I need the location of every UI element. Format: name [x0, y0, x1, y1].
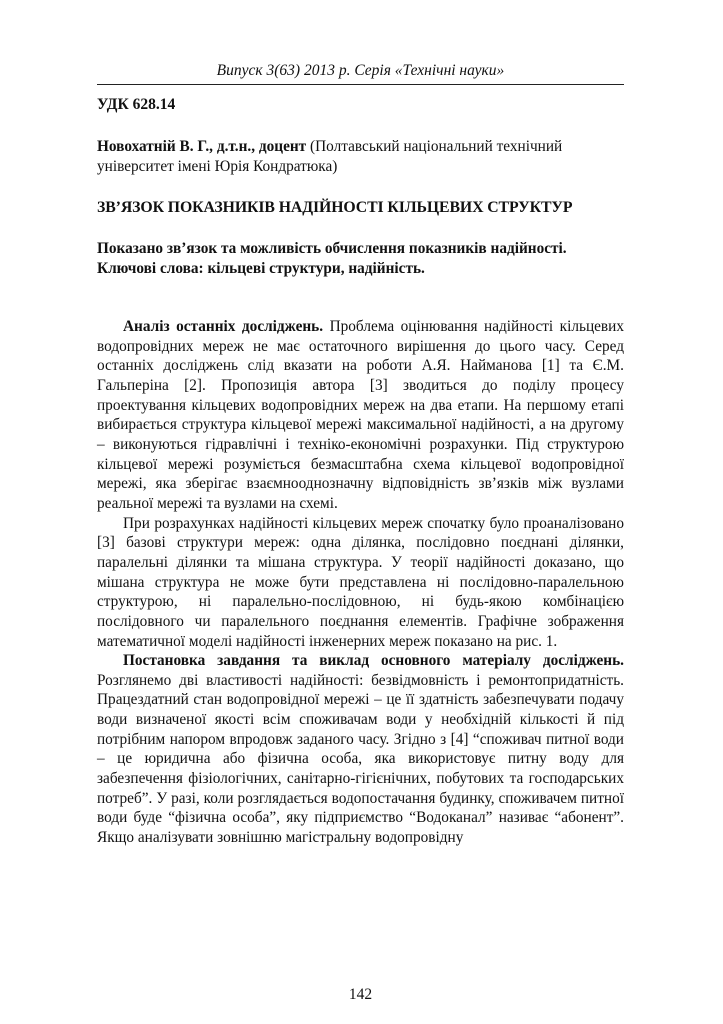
page-number: 142: [348, 986, 373, 1003]
udk-code: УДК 628.14: [97, 96, 176, 113]
paragraph-lead: Постановка завдання та виклад основного матеріалу досліджень.: [123, 652, 624, 670]
abstract-block: [97, 239, 624, 279]
author-affiliation: (Полтавський національний технічний університет імені Юрія Кондратюка): [97, 138, 563, 175]
paragraph-text: При розрахунках надійності кільцевих мереж спочатку було проаналізовано [3] базові структури мереж: одна ділянка, послідовно поєднані ділянки, паралельні ділянки та мішана структура. У теорії надійності доказано, що мішана структура не може бути представлена ні послідовно-паралельною структурою, ні паралельно-послідовною, ні будь-якою комбінацією послідовного чи паралельного поєднання елементів. Графічне зображення математичної моделі надійності інженерних мереж показано на рис. 1.: [97, 514, 624, 650]
paragraph: [97, 651, 624, 848]
paragraph-text: Розглянемо дві властивості надійності: безвідмовність і ремонтопридатність. Працездатний стан водопровідної мережі – це її здатність забезпечувати подачу води визначеної якості всім споживачам води у необхідній кількості й під потрібним напором впродовж заданого часу. Згідно з [4] “споживач питної води – це юридична або фізична особа, яка використовує питну воду для забезпечення фізіологічних, санітарно-гігієнічних, побутових та господарських потреб”. У разі, коли розглядається водопостачання будинку, споживачем питної води буде “фізична особа”, яку підприємство “Водоканал” називає “абонент”. Якщо аналізувати зовнішню магістральну водопровідну: [97, 671, 624, 847]
article-body: [97, 317, 624, 848]
author-name: Новохатній В. Г., д.т.н., доцент: [97, 138, 307, 155]
running-header: Випуск 3(63) 2013 р. Серія «Технічні науки»: [216, 62, 505, 79]
keywords: Ключові слова: кільцеві структури, надійність.: [97, 260, 425, 277]
page: [97, 0, 624, 1024]
author-block: [97, 137, 624, 177]
paragraph: [97, 317, 624, 514]
article-title: ЗВ’ЯЗОК ПОКАЗНИКІВ НАДІЙНОСТІ КІЛЬЦЕВИХ СТРУКТУР: [97, 199, 573, 216]
paragraph-text: Проблема оцінювання надійності кільцевих водопровідних мереж не має остаточного вирішення до цього часу. Серед останніх досліджень слід вказати на роботи А.Я. Найманова [1] та Є.М. Гальперіна [2]. Пропозиція автора [3] зводиться до поділу процесу проектування кільцевих водопровідних мереж на два етапи. На першому етапі вибирається структура кільцевої мережі максимальної надійності, а на другому – виконуються гідравлічні і техніко-економічні розрахунки. Під структурою кільцевої мережі розуміється безмасштабна схема кільцевої водопровідної мережі, яка зберігає взаємнооднозначну відповідність зв’язків між вузлами реальної мережі та вузлами на схемі.: [97, 318, 624, 512]
abstract-text: Показано зв’язок та можливість обчислення показників надійності.: [97, 240, 567, 257]
paragraph: [97, 514, 624, 652]
header-rule: [97, 84, 624, 85]
paragraph-lead: Аналіз останніх досліджень.: [123, 318, 324, 335]
